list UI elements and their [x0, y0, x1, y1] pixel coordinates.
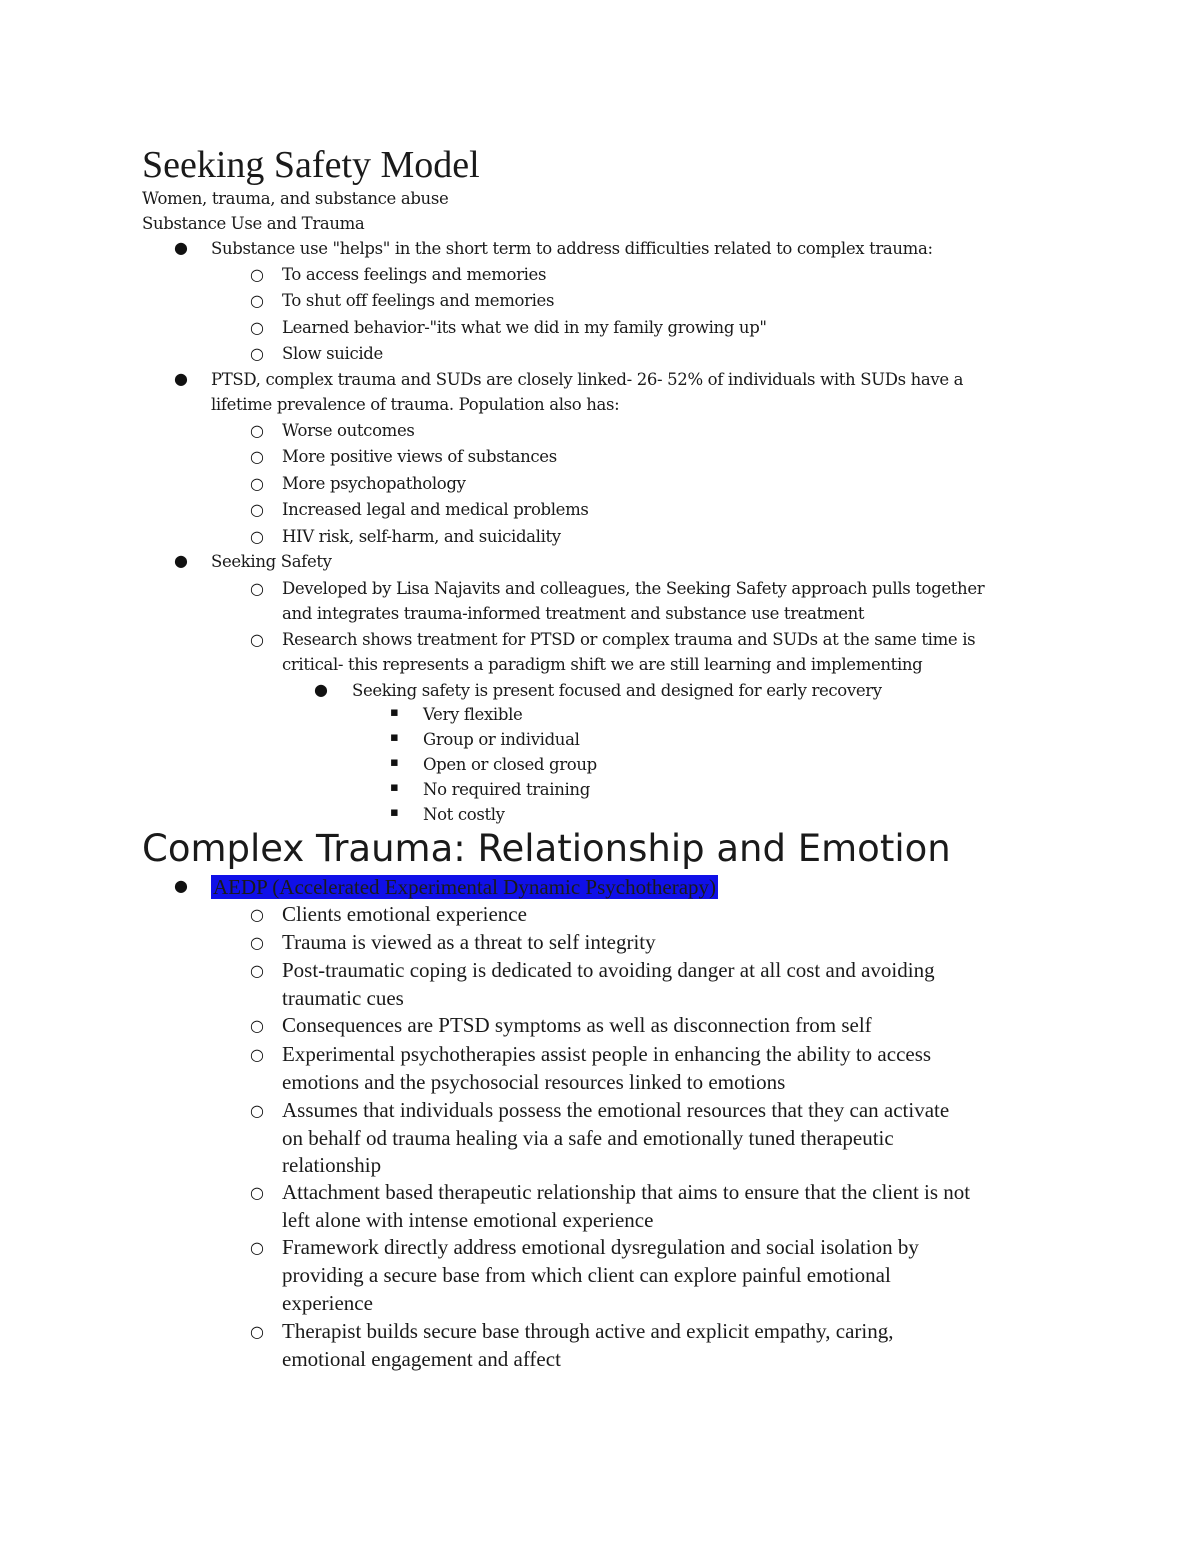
highlighted-list-item: [211, 875, 718, 899]
list-item: More positive views of substances: [282, 447, 557, 466]
circle-bullet: ○: [250, 291, 264, 310]
list-item: Worse outcomes: [282, 421, 415, 440]
list-item: Not costly: [423, 805, 505, 824]
list-item: Trauma is viewed as a threat to self integrity: [282, 930, 656, 954]
list-item: Post-traumatic coping is dedicated to avoiding danger at all cost and avoiding: [282, 958, 935, 982]
circle-bullet: ○: [250, 1101, 264, 1120]
list-item: Framework directly address emotional dysregulation and social isolation by: [282, 1235, 919, 1259]
circle-bullet: ○: [250, 1183, 264, 1202]
circle-bullet: ○: [250, 318, 264, 337]
bullet-dot: ●: [314, 680, 328, 699]
list-item: Slow suicide: [282, 344, 383, 363]
square-bullet: ▪: [390, 730, 399, 745]
circle-bullet: ○: [250, 527, 264, 546]
list-item: Open or closed group: [423, 755, 597, 774]
list-item: Attachment based therapeutic relationship that aims to ensure that the client is not: [282, 1180, 971, 1204]
highlighted-text: AEDP (Accelerated Experimental Dynamic Psychotherapy): [213, 875, 717, 899]
circle-bullet: ○: [250, 421, 264, 440]
list-item-continued: on behalf od trauma healing via a safe and emotionally tuned therapeutic: [282, 1126, 894, 1150]
list-item: Consequences are PTSD symptoms as well as disconnection from self: [282, 1013, 872, 1037]
bullet-dot: ●: [174, 876, 188, 895]
list-item-continued: relationship: [282, 1153, 382, 1177]
circle-bullet: ○: [250, 474, 264, 493]
circle-bullet: ○: [250, 1045, 264, 1064]
circle-bullet: ○: [250, 1322, 264, 1341]
list-item: Group or individual: [423, 730, 580, 749]
section-heading: Substance Use and Trauma: [142, 214, 365, 233]
list-item-continued: providing a secure base from which client can explore painful emotional: [282, 1263, 891, 1287]
list-item: Research shows treatment for PTSD or complex trauma and SUDs at the same time is: [282, 630, 976, 649]
list-item: More psychopathology: [282, 474, 466, 493]
circle-bullet: ○: [250, 961, 264, 980]
list-item: Learned behavior-"its what we did in my family growing up": [282, 318, 767, 337]
circle-bullet: ○: [250, 579, 264, 598]
circle-bullet: ○: [250, 447, 264, 466]
list-item: PTSD, complex trauma and SUDs are closely linked- 26- 52% of individuals with SUDs have a: [211, 370, 964, 389]
list-item: To shut off feelings and memories: [282, 291, 555, 310]
list-item-continued: emotional engagement and affect: [282, 1347, 561, 1371]
square-bullet: ▪: [390, 705, 399, 720]
circle-bullet: ○: [250, 630, 264, 649]
list-item-continued: critical- this represents a paradigm shift we are still learning and implementing: [282, 655, 923, 674]
circle-bullet: ○: [250, 933, 264, 952]
circle-bullet: ○: [250, 1238, 264, 1257]
section-title: Complex Trauma: Relationship and Emotion: [142, 827, 951, 870]
circle-bullet: ○: [250, 500, 264, 519]
list-item-continued: emotions and the psychosocial resources linked to emotions: [282, 1070, 786, 1094]
square-bullet: ▪: [390, 755, 399, 770]
list-item: Therapist builds secure base through active and explicit empathy, caring,: [282, 1319, 894, 1343]
list-item: Developed by Lisa Najavits and colleagues, the Seeking Safety approach pulls together: [282, 579, 985, 598]
list-item: No required training: [423, 780, 590, 799]
circle-bullet: ○: [250, 265, 264, 284]
list-item: Very flexible: [423, 705, 523, 724]
list-item: Increased legal and medical problems: [282, 500, 589, 519]
list-item-continued: traumatic cues: [282, 986, 404, 1010]
list-item: To access feelings and memories: [282, 265, 547, 284]
list-item-continued: lifetime prevalence of trauma. Population also has:: [211, 395, 620, 414]
circle-bullet: ○: [250, 1016, 264, 1035]
bullet-dot: ●: [174, 369, 188, 388]
list-item: Experimental psychotherapies assist people in enhancing the ability to access: [282, 1042, 932, 1066]
list-item-continued: experience: [282, 1291, 373, 1315]
list-item: HIV risk, self-harm, and suicidality: [282, 527, 561, 546]
square-bullet: ▪: [390, 805, 399, 820]
circle-bullet: ○: [250, 905, 264, 924]
bullet-dot: ●: [174, 551, 188, 570]
subtitle: Women, trauma, and substance abuse: [142, 189, 449, 208]
list-item: Seeking Safety: [211, 552, 332, 571]
list-item: Seeking safety is present focused and designed for early recovery: [352, 681, 882, 700]
square-bullet: ▪: [390, 780, 399, 795]
circle-bullet: ○: [250, 344, 264, 363]
list-item-continued: left alone with intense emotional experience: [282, 1208, 654, 1232]
page-title: Seeking Safety Model: [142, 144, 480, 186]
list-item: Clients emotional experience: [282, 902, 527, 926]
list-item-continued: and integrates trauma-informed treatment and substance use treatment: [282, 604, 865, 623]
bullet-dot: ●: [174, 238, 188, 257]
list-item: Assumes that individuals possess the emotional resources that they can activate: [282, 1098, 950, 1122]
list-item: Substance use "helps" in the short term to address difficulties related to complex trauma:: [211, 239, 933, 258]
